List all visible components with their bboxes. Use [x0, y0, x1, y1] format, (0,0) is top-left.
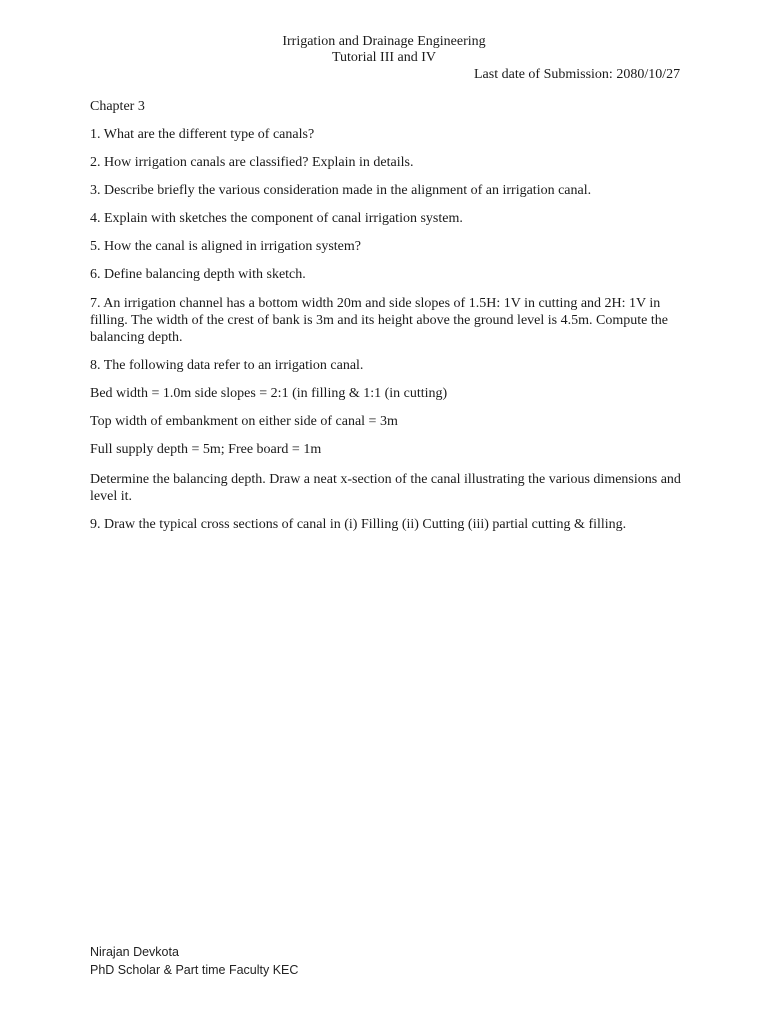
question-2: 2. How irrigation canals are classified? Explain in details. [90, 155, 414, 170]
document-subtitle: Tutorial III and IV [331, 50, 437, 65]
question-3: 3. Describe briefly the various consideration made in the alignment of an irrigation canal. [90, 183, 592, 198]
question-9: 9. Draw the typical cross sections of canal in (i) Filling (ii) Cutting (iii) partial cutting & filling. [90, 517, 627, 532]
question-4: 4. Explain with sketches the component of canal irrigation system. [90, 211, 463, 226]
question-1: 1. What are the different type of canals? [90, 127, 315, 142]
question-8-task: Determine the balancing depth. Draw a neat x-section of the canal illustrating the various dimensions and level it. [90, 472, 681, 504]
question-8: 8. The following data refer to an irrigation canal. [90, 358, 364, 373]
question-8-data-bed-width: Bed width = 1.0m side slopes = 2:1 (in filling & 1:1 (in cutting) [90, 386, 448, 401]
question-8-data-supply-depth: Full supply depth = 5m; Free board = 1m [90, 442, 322, 457]
footer-author-role: PhD Scholar & Part time Faculty KEC [90, 963, 299, 977]
document-title: Irrigation and Drainage Engineering [282, 34, 486, 49]
question-7: 7. An irrigation channel has a bottom width 20m and side slopes of 1.5H: 1V in cutting and 2H: 1V in filling. The width of the crest of bank is 3m and its height above the ground level is 4.5m. Compute the balancing depth. [90, 296, 668, 345]
question-6: 6. Define balancing depth with sketch. [90, 267, 306, 282]
question-5: 5. How the canal is aligned in irrigation system? [90, 239, 361, 254]
question-8-data-top-width: Top width of embankment on either side of canal = 3m [90, 414, 398, 429]
chapter-heading: Chapter 3 [90, 99, 145, 114]
footer-author-name: Nirajan Devkota [90, 945, 179, 959]
submission-date: Last date of Submission: 2080/10/27 [474, 67, 681, 82]
